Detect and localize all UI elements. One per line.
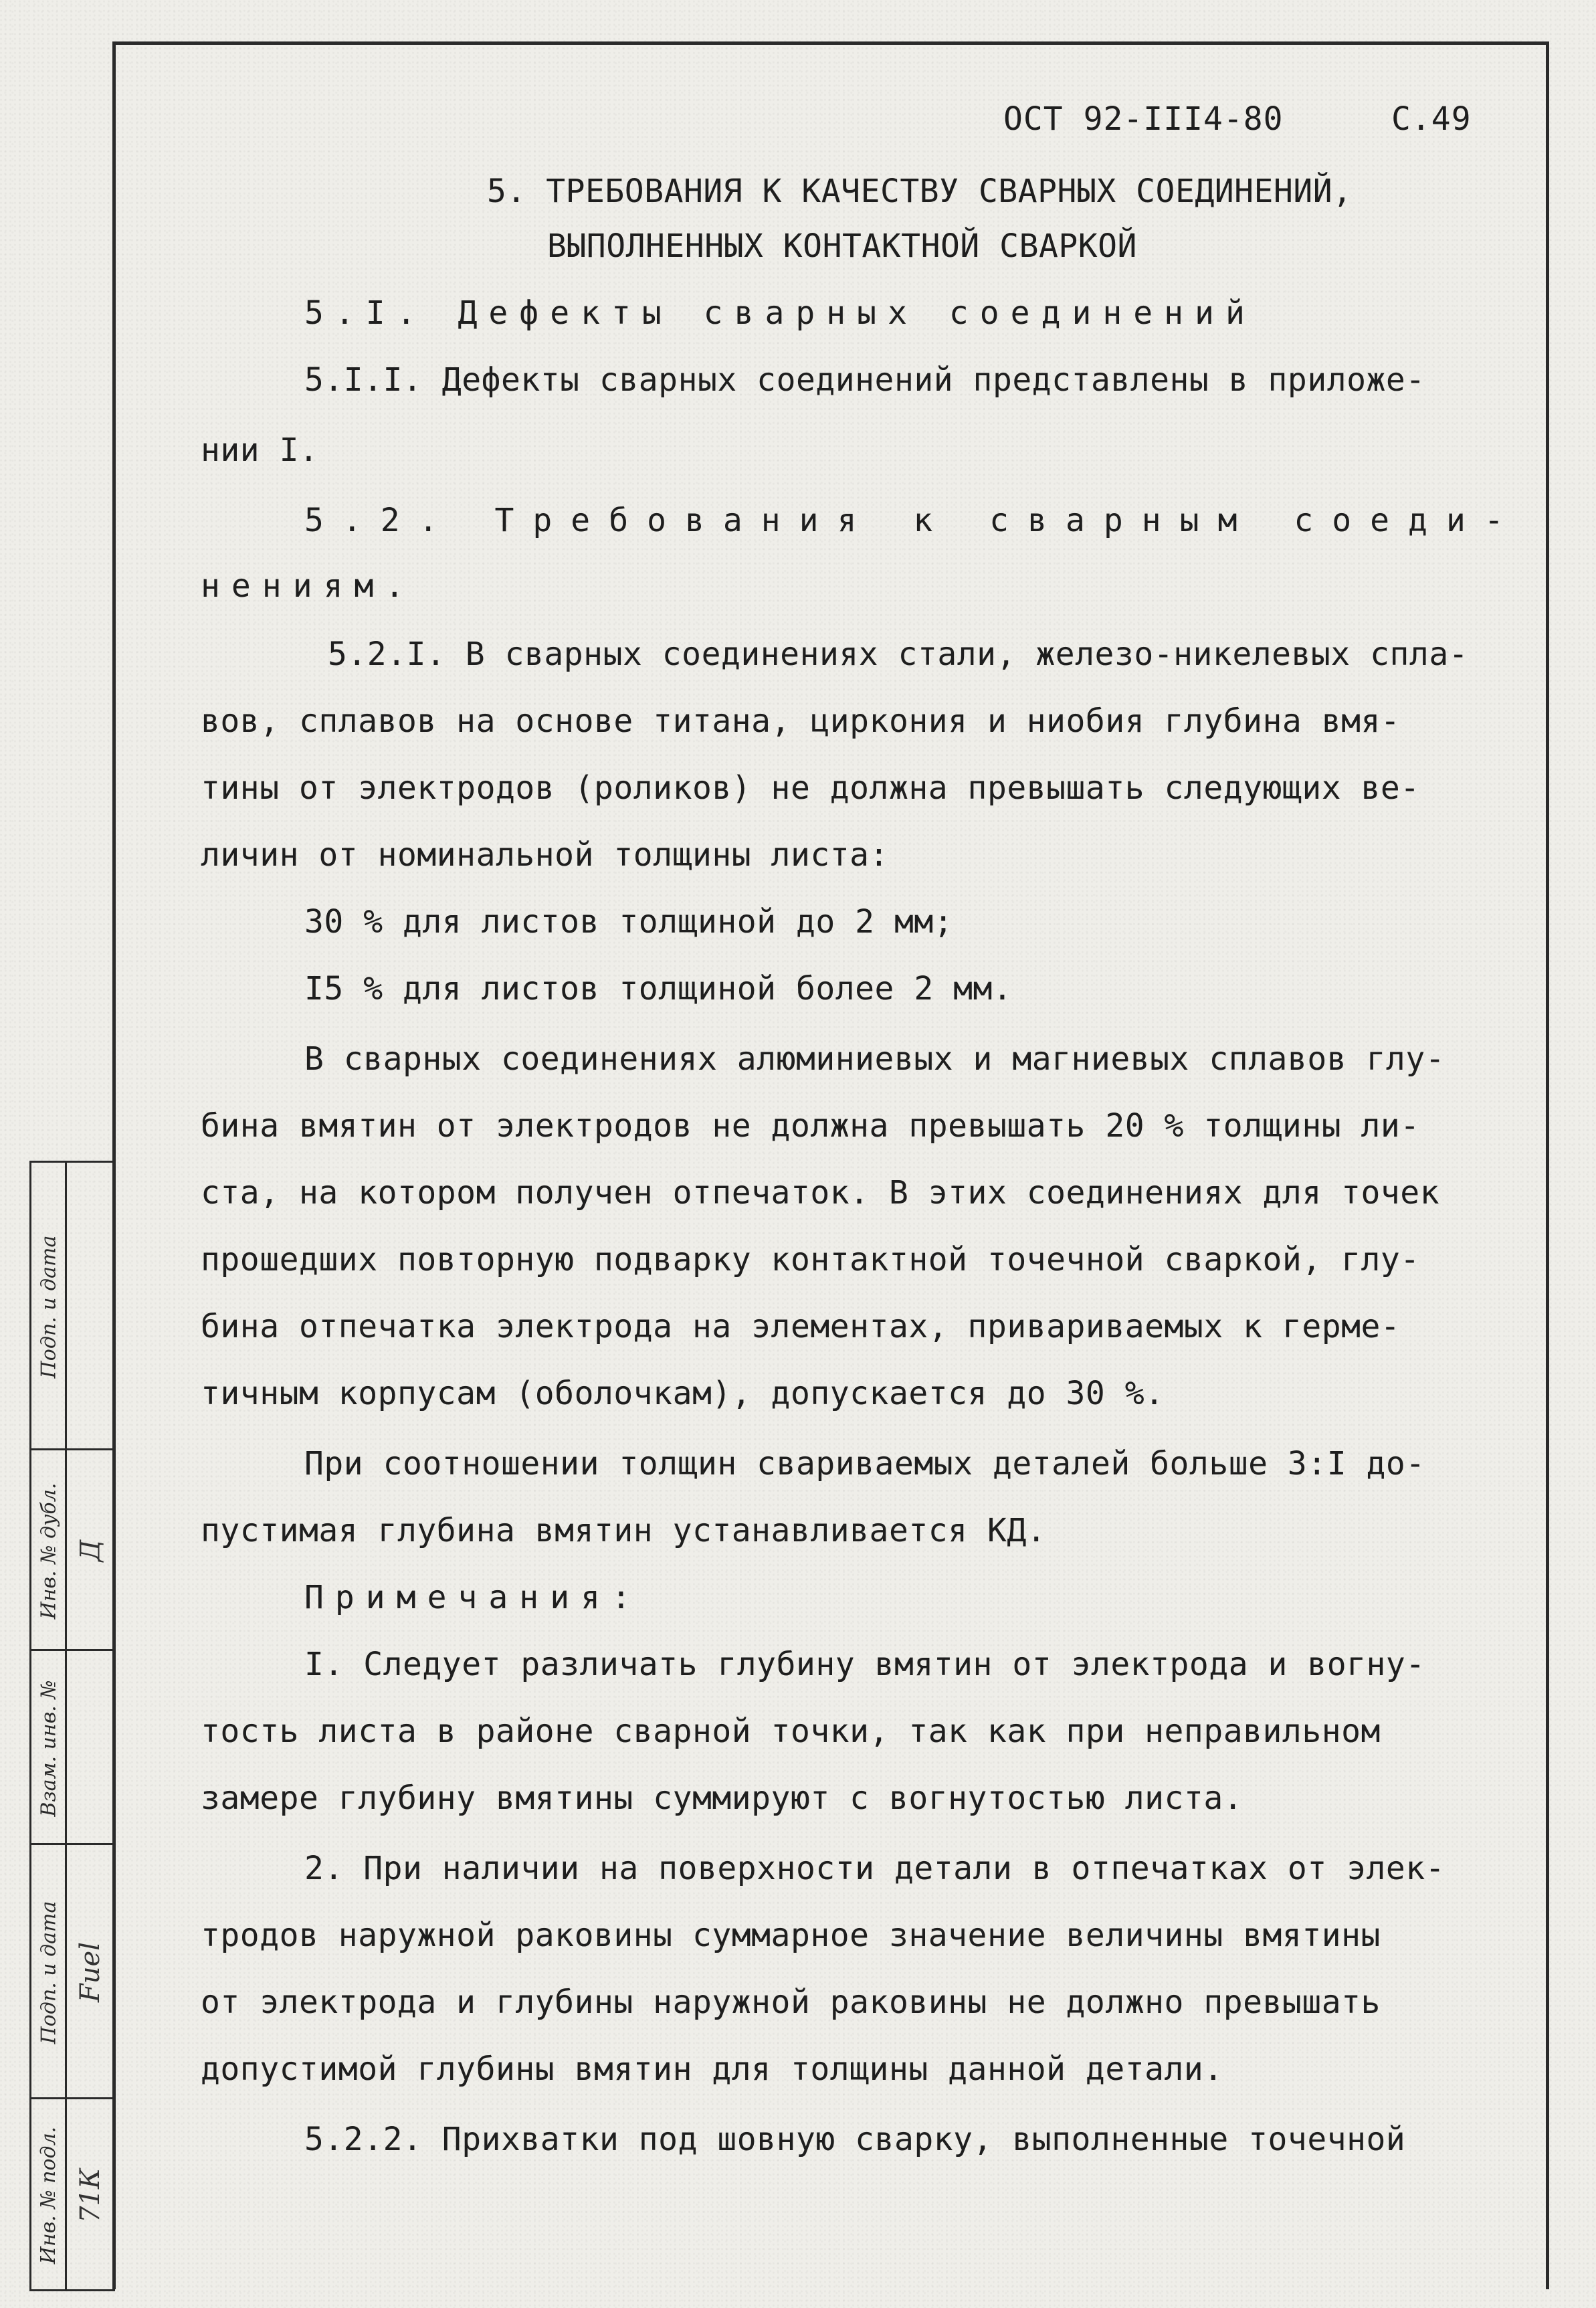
subsection-heading-5-1: 5.I. Дефекты сварных соединений bbox=[304, 294, 1256, 332]
note-line: от электрода и глубины наружной раковины не должно превышать bbox=[201, 1984, 1381, 2021]
notes-heading: Примечания: bbox=[304, 1579, 642, 1616]
approval-stamp-box bbox=[29, 1161, 115, 2291]
note-line: тродов наружной раковины суммарное значение величины вмятины bbox=[201, 1917, 1381, 1954]
page-number: С.49 bbox=[1391, 100, 1472, 138]
list-item: 30 % для листов толщиной до 2 мм; bbox=[304, 903, 954, 941]
paragraph-line: бина отпечатка электрода на элементах, привариваемых к герме- bbox=[201, 1308, 1401, 1345]
stamp-mark: Д bbox=[75, 1539, 106, 1562]
section-title-line-2: ВЫПОЛНЕННЫХ КОНТАКТНОЙ СВАРКОЙ bbox=[547, 227, 1137, 265]
paragraph-line: тичным корпусам (оболочкам), допускается до 30 %. bbox=[201, 1375, 1165, 1412]
note-line: допустимой глубины вмятин для толщины данной детали. bbox=[201, 2050, 1223, 2088]
stamp-label: Подп. и дата bbox=[37, 1235, 61, 1378]
paragraph-line: нии I. bbox=[201, 431, 319, 469]
subsection-heading-5-2: 5.2. Требования к сварным соеди- bbox=[304, 502, 1522, 539]
paragraph-line: личин от номинальной толщины листа: bbox=[201, 836, 889, 874]
stamp-mark bbox=[70, 1163, 110, 1450]
stamp-label: Взам. инв. № bbox=[37, 1679, 61, 1817]
paragraph-line: бина вмятин от электродов не должна превышать 20 % толщины ли- bbox=[201, 1107, 1420, 1145]
stamp-label: Инв. № подл. bbox=[37, 2126, 61, 2265]
stamp-mark: 71К bbox=[75, 2168, 106, 2223]
paragraph-line: нениям. bbox=[201, 567, 416, 605]
paragraph-line: ста, на котором получен отпечаток. В этих соединениях для точек bbox=[201, 1174, 1440, 1212]
paragraph-line: 5.I.I. Дефекты сварных соединений представлены в приложе- bbox=[304, 361, 1425, 399]
note-line: 2. При наличии на поверхности детали в отпечатках от элек- bbox=[304, 1850, 1445, 1887]
document-code: ОСТ 92-III4-80 bbox=[1003, 100, 1284, 138]
paragraph-line: 5.2.I. В сварных соединениях стали, железо-никелевых спла- bbox=[328, 636, 1469, 673]
list-item: I5 % для листов толщиной более 2 мм. bbox=[304, 970, 1013, 1007]
page-header bbox=[1003, 100, 1472, 138]
paragraph-line: вов, сплавов на основе титана, циркония и ниобия глубина вмя- bbox=[201, 702, 1401, 740]
paragraph-line: 5.2.2. Прихватки под шовную сварку, выполненные точечной bbox=[304, 2121, 1406, 2158]
paragraph-line: В сварных соединениях алюминиевых и магниевых сплавов глу- bbox=[304, 1040, 1445, 1078]
paragraph-line: пустимая глубина вмятин устанавливается КД. bbox=[201, 1512, 1047, 1549]
paragraph-line: прошедших повторную подварку контактной точечной сваркой, глу- bbox=[201, 1241, 1420, 1278]
note-line: I. Следует различать глубину вмятин от электрода и вогну- bbox=[304, 1646, 1425, 1683]
stamp-mark bbox=[70, 1651, 110, 1845]
stamp-signature: Fuel bbox=[75, 1942, 106, 2002]
stamp-label: Инв. № дубл. bbox=[37, 1482, 61, 1619]
note-line: тость листа в районе сварной точки, так как при неправильном bbox=[201, 1713, 1381, 1750]
stamp-label: Подп. и дата bbox=[37, 1901, 61, 2044]
section-title-line-1: 5. ТРЕБОВАНИЯ К КАЧЕСТВУ СВАРНЫХ СОЕДИНЕНИЙ, bbox=[487, 173, 1353, 210]
paragraph-line: При соотношении толщин свариваемых деталей больше 3:I до- bbox=[304, 1445, 1425, 1482]
paragraph-line: тины от электродов (роликов) не должна превышать следующих ве- bbox=[201, 769, 1420, 807]
note-line: замере глубину вмятины суммируют с вогнутостью листа. bbox=[201, 1780, 1243, 1817]
